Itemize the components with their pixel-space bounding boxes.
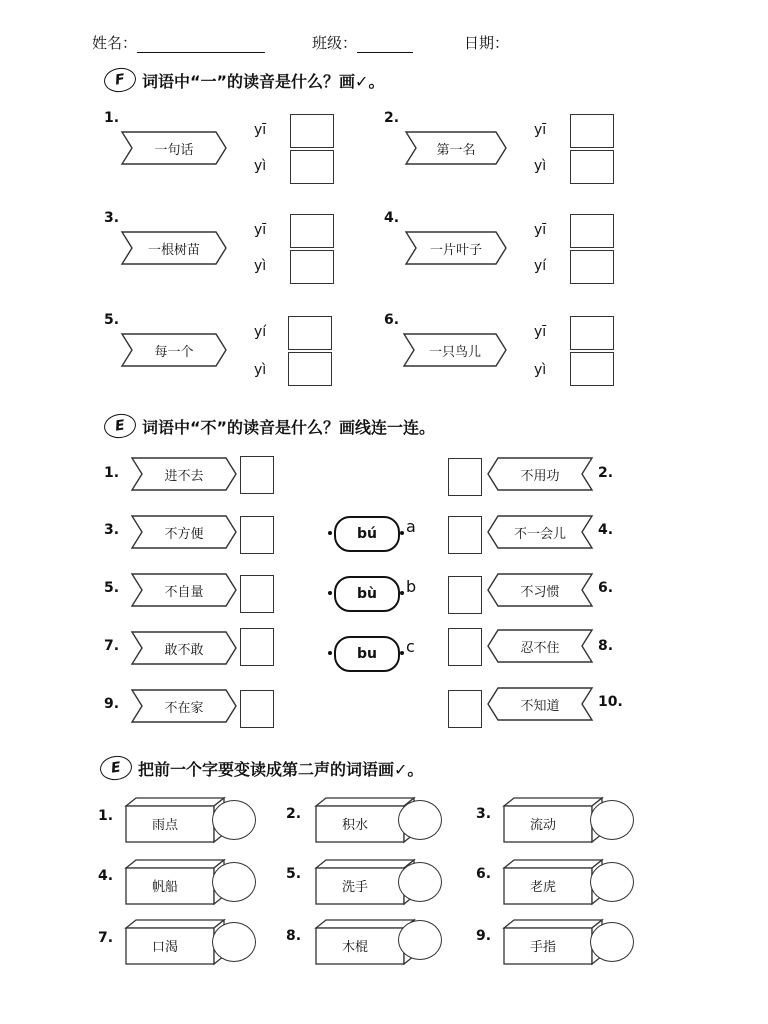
s1-item5-pinyin1: yí [254,324,267,340]
s2-left3-word-tag [130,514,238,550]
s1-item1-pinyin2: yì [254,158,267,174]
s2-right4-answer-box[interactable] [448,516,482,554]
s1-item5-checkbox1[interactable] [288,316,332,350]
s2-right10-answer-box[interactable] [448,690,482,728]
s2-left9-word: 不在家 [164,700,204,716]
s1-item1-word-tag [120,130,228,166]
section1-title [104,68,384,92]
option-a-pill[interactable]: bú [334,516,400,552]
option-a-letter: a [406,517,416,536]
s2-left9-word-tag [130,688,238,724]
s2-left7-number: 7. [104,638,120,654]
s3-item8-number: 8. [286,928,302,944]
s2-right2-word-tag [486,456,594,492]
s1-item4-pinyin2: yí [534,258,547,274]
s2-right2-word: 不用功 [520,468,560,484]
s2-left5-number: 5. [104,580,120,596]
s1-item1-pinyin1: yī [254,122,267,138]
s3-item2-word: 积水 [341,817,368,833]
s1-item1-word: 一句话 [154,142,194,158]
s1-item3-pinyin2: yì [254,258,267,274]
s3-item5-word: 洗手 [341,879,368,895]
s1-item6-pinyin2: yì [534,362,547,378]
s2-left5-word: 不自量 [164,584,204,600]
name-field[interactable] [92,32,265,53]
s3-item8-word: 木棍 [341,939,368,955]
s1-item5-pinyin2: yì [254,362,267,378]
section3-badge: E [98,754,133,782]
s1-item6-word-tag [402,332,508,368]
s2-right4-word-tag [486,514,594,550]
s2-left9-answer-box[interactable] [240,690,274,728]
s2-right8-word-tag [486,628,594,664]
s1-item5-checkbox2[interactable] [288,352,332,386]
s1-item5-word-tag [120,332,228,368]
section1-badge: F [102,66,137,94]
section2-title [104,414,435,438]
date-label: 日期： [464,34,510,52]
option-c-right-dot[interactable] [400,651,404,655]
s2-left7-answer-box[interactable] [240,628,274,666]
s2-right4-number: 4. [598,522,614,538]
s1-item5-word: 每一个 [154,344,194,360]
s3-item7-number: 7. [98,930,114,946]
name-blank[interactable] [137,36,265,53]
s2-left9-number: 9. [104,696,120,712]
s1-item4-number: 4. [384,210,400,226]
s3-item5-answer-circle[interactable] [398,862,442,902]
s3-item4-answer-circle[interactable] [212,862,256,902]
s3-item7-answer-circle[interactable] [212,922,256,962]
s3-item6-answer-circle[interactable] [590,862,634,902]
s1-item2-number: 2. [384,110,400,126]
s2-left3-word: 不方便 [164,526,204,542]
s1-item1-number: 1. [104,110,120,126]
option-b-right-dot[interactable] [400,591,404,595]
s1-item2-word-tag [404,130,508,166]
s3-item9-answer-circle[interactable] [590,922,634,962]
s2-right10-word-tag [486,686,594,722]
s2-right10-number: 10. [598,694,623,710]
s2-left1-word-tag [130,456,238,492]
s3-item2-answer-circle[interactable] [398,800,442,840]
option-b-letter: b [406,577,417,596]
s1-item2-checkbox2[interactable] [570,150,614,184]
s2-right10-word: 不知道 [520,698,560,714]
s1-item3-word-tag [120,230,228,266]
s2-right2-answer-box[interactable] [448,458,482,496]
s3-item5-number: 5. [286,866,302,882]
s3-item3-number: 3. [476,806,492,822]
section2-badge: E [102,412,137,440]
s1-item4-checkbox1[interactable] [570,214,614,248]
s3-item9-word: 手指 [529,939,556,955]
s2-right8-word: 忍不住 [520,640,560,656]
s3-item1-number: 1. [98,808,114,824]
s1-item4-pinyin1: yī [534,222,547,238]
s1-item3-word: 一根树苗 [147,242,200,258]
s2-right6-answer-box[interactable] [448,576,482,614]
s1-item1-checkbox1[interactable] [290,114,334,148]
section3-title [100,756,423,780]
s3-item1-answer-circle[interactable] [212,800,256,840]
s1-item3-checkbox2[interactable] [290,250,334,284]
s2-right4-word: 不一会儿 [513,526,566,542]
s3-item7-word: 口渴 [151,939,178,955]
s1-item6-pinyin1: yī [534,324,547,340]
s2-left1-answer-box[interactable] [240,456,274,494]
s3-item8-answer-circle[interactable] [398,920,442,960]
class-label: 班级： [312,34,358,52]
s3-item9-number: 9. [476,928,492,944]
s3-item6-number: 6. [476,866,492,882]
name-label: 姓名： [92,34,138,52]
section1-title-text: 词语中“一”的读音是什么？画✓。 [142,71,385,91]
s3-item2-number: 2. [286,806,302,822]
option-c-left-dot[interactable] [328,651,332,655]
s1-item4-word-tag [404,230,508,266]
option-c-letter: c [406,637,415,656]
date-field [464,32,509,53]
option-a-right-dot[interactable] [400,531,404,535]
class-field[interactable] [312,32,413,53]
s2-right2-number: 2. [598,465,614,481]
s2-left7-word: 敢不敢 [164,642,204,658]
s2-left7-word-tag [130,630,238,666]
s1-item2-pinyin2: yì [534,158,547,174]
s1-item6-word: 一只鸟儿 [428,344,481,360]
s3-item4-word: 帆船 [151,879,178,895]
section3-title-text: 把前一个字要变读成第二声的词语画✓。 [138,759,424,779]
option-a-left-dot[interactable] [328,531,332,535]
s2-right6-word-tag [486,572,594,608]
s1-item2-pinyin1: yī [534,122,547,138]
s3-item6-word: 老虎 [529,879,556,895]
s2-left5-word-tag [130,572,238,608]
option-b-pill[interactable]: bù [334,576,400,612]
option-c-pill[interactable]: bu [334,636,400,672]
s2-left1-word: 进不去 [164,468,204,484]
s1-item6-checkbox2[interactable] [570,352,614,386]
s3-item3-answer-circle[interactable] [590,800,634,840]
s2-right6-word: 不习惯 [520,584,560,600]
s1-item3-number: 3. [104,210,120,226]
s1-item2-word: 第一名 [436,142,476,158]
s2-left3-answer-box[interactable] [240,516,274,554]
s3-item3-word: 流动 [529,817,556,833]
s2-right8-answer-box[interactable] [448,628,482,666]
s2-left5-answer-box[interactable] [240,575,274,613]
s1-item2-checkbox1[interactable] [570,114,614,148]
s1-item3-checkbox1[interactable] [290,214,334,248]
s2-left1-number: 1. [104,465,120,481]
s1-item4-word: 一片叶子 [429,242,482,258]
s1-item6-checkbox1[interactable] [570,316,614,350]
s3-item1-word: 雨点 [151,817,178,833]
s2-right6-number: 6. [598,580,614,596]
s1-item3-pinyin1: yī [254,222,267,238]
s2-right8-number: 8. [598,638,614,654]
s1-item6-number: 6. [384,312,400,328]
class-blank[interactable] [357,36,413,53]
s2-left3-number: 3. [104,522,120,538]
s1-item1-checkbox2[interactable] [290,150,334,184]
s1-item4-checkbox2[interactable] [570,250,614,284]
s1-item5-number: 5. [104,312,120,328]
option-b-left-dot[interactable] [328,591,332,595]
s3-item4-number: 4. [98,868,114,884]
section2-title-text: 词语中“不”的读音是什么？画线连一连。 [142,417,436,437]
